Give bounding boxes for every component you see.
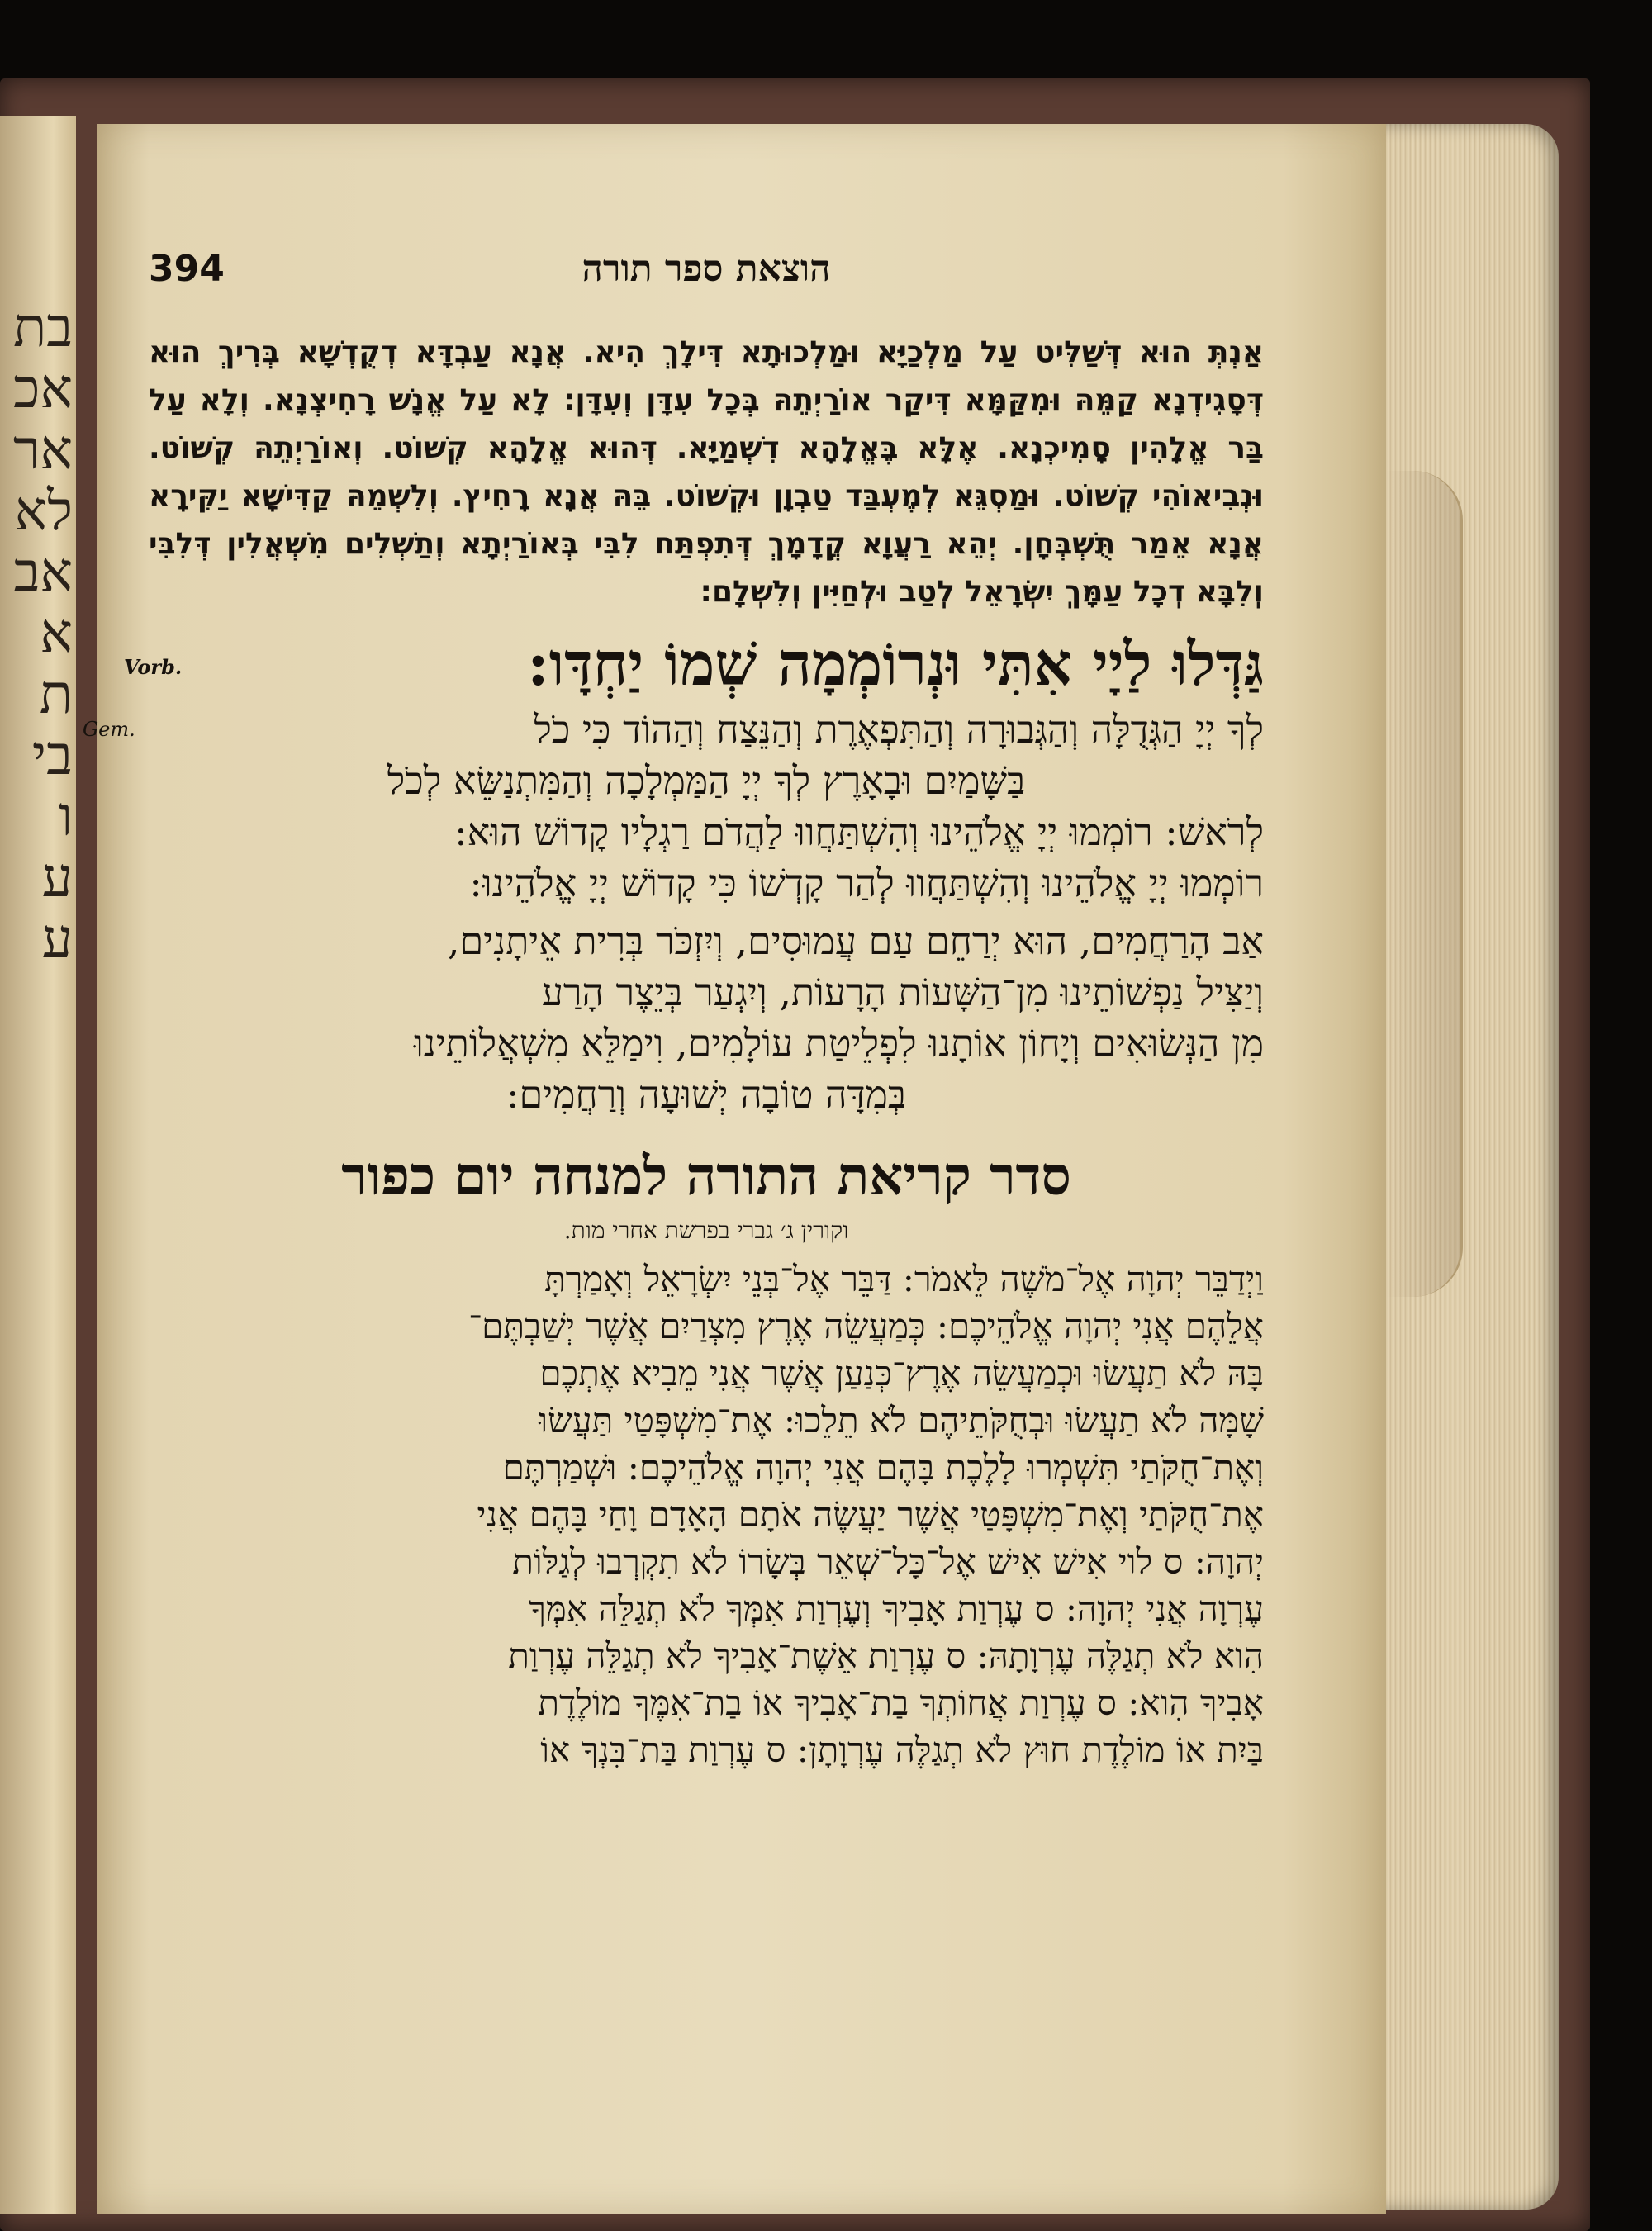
gemeinde-line [83, 704, 1264, 755]
reading-line: וְאֶת־חֻקֹּתַי תִּשְׁמְרוּ לָלֶכֶת בָּהֶם אֲנִי יְהוָה אֱלֹהֵיכֶם: וּשְׁמַרְתֶּם [502, 1447, 1264, 1488]
reading-line: עֶרְוָה אֲנִי יְהוָה: ס עֶרְוַת אָבִיךָ וְעֶרְוַת אִמְּךָ לֹא תְגַלֵּה אִמְּךָ [529, 1588, 1264, 1629]
previous-page-line: אכ [13, 357, 73, 420]
section-title: סדר קריאת התורה למנחה יום כפור [341, 1146, 1071, 1208]
gemeinde-label: Gem. [83, 718, 135, 741]
gemeinde-line: רוֹמְמוּ יְיָ אֱלֹהֵינוּ וְהִשְׁתַּחֲווּ לְהַר קָדְשׁוֹ כִּי קָדוֹשׁ יְיָ אֱלֹהֵינוּ: [469, 861, 1264, 905]
av-harachamim-line: בְּמִדָּה טוֹבָה יְשׁוּעָה וְרַחֲמִים: [506, 1072, 907, 1117]
previous-page-line: ע [41, 907, 73, 970]
previous-page-line: לא [14, 479, 73, 543]
reading-line: הִוא לֹא תְגַלֶּה עֶרְוָתָהּ: ס עֶרְוַת אֵשֶׁת־אָבִיךָ לֹא תְגַלֵּה עֶרְוַת [508, 1635, 1264, 1676]
gemeinde-line-text: לְךָ יְיָ הַגְּדֻלָּה וְהַגְּבוּרָה וְהַתִּפְאֶרֶת וְהַנֵּצַח וְהַהוֹד כִּי כֹל [534, 707, 1264, 752]
previous-page-line: אב [13, 540, 73, 604]
torn-page-edge [1386, 471, 1463, 1297]
page-content [83, 248, 1264, 1773]
reading-line: יְהוָה: ס לוי אִישׁ אִישׁ אֶל־כָּל־שְׁאֵר בְּשָׂרוֹ לֹא תִקְרְבוּ לְגַלּוֹת [512, 1541, 1264, 1582]
previous-page-line: ע [41, 846, 73, 909]
reading-line: שָׁמָּה לֹא תַעֲשׂוּ וּבְחֻקֹּתֵיהֶם לֹא תֵלֵכוּ: אֶת־מִשְׁפָּטַי תַּעֲשׂוּ [539, 1400, 1264, 1441]
previous-page-line: אר [12, 418, 73, 482]
previous-page-text [7, 297, 73, 970]
av-harachamim-line: אַב הָרַחֲמִים, הוּא יְרַחֵם עַם עֲמוּסִים, וְיִזְכֹּר בְּרִית אֵיתָנִים, [447, 919, 1264, 963]
vorbeter-verse [124, 624, 1264, 704]
previous-page-line: ו [59, 785, 73, 848]
av-harachamim-line: מִן הַנְּשׂוּאִים וְיָחוֹן אוֹתָנוּ לִפְלֵיטַת עוֹלָמִים, וִימַלֵּא מִשְׁאֲלוֹתֵינוּ [414, 1021, 1264, 1066]
reading-line: אֲלֵהֶם אֲנִי יְהוָה אֱלֹהֵיכֶם: כְּמַעֲשֵׂה אֶרֶץ מִצְרַיִם אֲשֶׁר יְשַׁבְתֶּם־ [468, 1306, 1264, 1346]
reading-line: וַיְדַבֵּר יְהוָה אֶל־מֹשֶׁה לֵּאמֹר: דַּבֵּר אֶל־בְּנֵי יִשְׂרָאֵל וְאָמַרְתָּ [544, 1259, 1264, 1299]
vorbeter-text: גַּדְּלוּ לַיָי אִתִּי וּנְרוֹמְמָה שְׁמוֹ יַחְדָּו: [527, 629, 1264, 699]
gemeinde-line: לְרֹאשׁ: רוֹמְמוּ יְיָ אֱלֹהֵינוּ וְהִשְׁתַּחֲווּ לַהֲדֹם רַגְלָיו קָדוֹשׁ הוּא: [454, 809, 1264, 854]
av-harachamim-line: וְיַצִּיל נַפְשׁוֹתֵינוּ מִן־הַשָּׁעוֹת הָרָעוֹת, וְיִגְעַר בְּיֵצֶר הָרַע [541, 970, 1264, 1014]
running-title: הוצאת ספר תורה [582, 248, 831, 290]
reading-line: בָּהּ לֹא תַעֲשׂוּ וּכְמַעֲשֵׂה אֶרֶץ־כְּנַעַן אֲשֶׁר אֲנִי מֵבִיא אֶתְכֶם [539, 1353, 1264, 1393]
gemeinde-response [83, 704, 1264, 909]
section-subtitle: וקורין ג׳ גברי בפרשת אחרי מות. [563, 1217, 849, 1244]
previous-page-line: בי [31, 724, 73, 787]
previous-page-line: ת [39, 662, 73, 726]
gemeinde-line: בַּשָּׁמַיִם וּבָאָרֶץ לְךָ יְיָ הַמַּמְלָכָה וְהַמִּתְנַשֵּׂא לְכֹל [387, 758, 1026, 803]
previous-page-line: א [40, 601, 73, 665]
reading-line: בַּיִת אוֹ מוֹלֶדֶת חוּץ לֹא תְגַלֶּה עֶרְוָתָן: ס עֶרְוַת בַּת־בִּנְךָ אוֹ [540, 1730, 1264, 1770]
page-number: 394 [149, 248, 225, 290]
av-harachamim-prayer [149, 915, 1264, 1120]
previous-page-line: בת [12, 297, 73, 359]
brich-shmei-prayer: אַנְתְּ הוּא דְּשַׁלִּיט עַל מַלְכַיָּא וּמַלְכוּתָא דִּילָךְ הִיא. אֲנָא עַבְדָּא דְקֻדְשָׁא בְּרִיךְ הוּא דְּסָגִידְנָא קַמֵּהּ וּמִקַּמָּא דִּיקַר אוֹרַיְתֵהּ בְּכָל עִדָּן וְעִדָּן: לָא עַל אֱנָשׁ רָחִיצְנָא. וְלָא עַל בַּר אֱלָהִין סָמִיכְנָא. אֶלָּא בֶּאֱלָהָא דִשְׁמַיָּא. דְּהוּא אֱלָהָא קְשׁוֹט. וְאוֹרַיְתֵהּ קְשׁוֹט. וּנְבִיאוֹהִי קְשׁוֹט. וּמַסְגֵּא לְמֶעְבַּד טַבְוָן וּקְשׁוֹט. בֵּהּ אֲנָא רָחִיץ. וְלִשְׁמֵהּ קַדִּישָׁא יַקִּירָא אֲנָא אֵמַר תֻּשְׁבְּחָן. יְהֵא רַעֲוָא קֳדָמָךְ דְּתִפְתַּח לִבִּי בְּאוֹרַיְתָא וְתַשְׁלִים מִשְׁאֲלִין דְּלִבִּי וְלִבָּא דְכָל עַמָּךְ יִשְׂרָאֵל לְטַב וּלְחַיִּין וְלִשְׁלָם: [149, 335, 1264, 609]
torah-reading [149, 1256, 1264, 1773]
reading-line: אֶת־חֻקֹּתַי וְאֶת־מִשְׁפָּטַי אֲשֶׁר יַעֲשֶׂה אֹתָם הָאָדָם וָחַי בָּהֶם אֲנִי [477, 1494, 1264, 1535]
vorbeter-label: Vorb. [124, 655, 183, 679]
previous-page-edge [0, 116, 76, 2214]
reading-line: אָבִיךָ הִוא: ס עֶרְוַת אֲחוֹתְךָ בַת־אָבִיךָ אוֹ בַת־אִמֶּךָ מוֹלֶדֶת [538, 1683, 1264, 1723]
page-header [149, 248, 1264, 322]
